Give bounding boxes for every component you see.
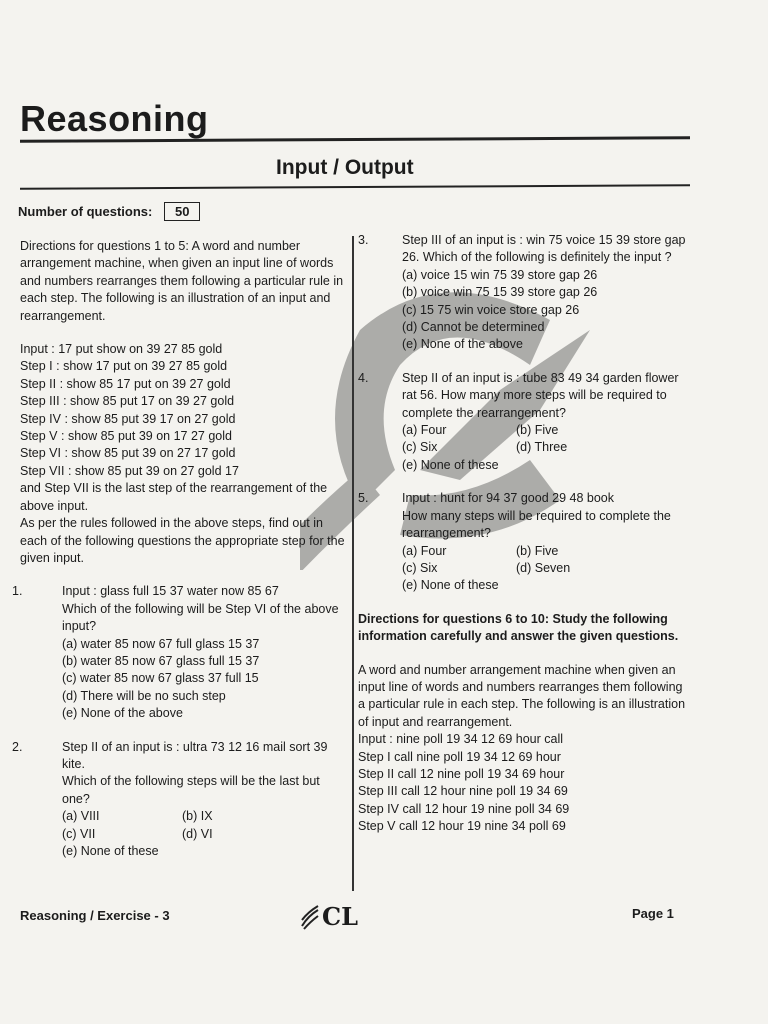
- question-number: 2.: [12, 739, 23, 754]
- option-grid: [358, 543, 688, 578]
- directions-1-5: Directions for questions 1 to 5: A word and number arrangement machine, when given an input line of words and numbers rearranges them following a particular rule in each step. The following is an illustration of an input and rearrangement.: [20, 239, 344, 323]
- option: (c) Six: [402, 560, 438, 575]
- question-4: [358, 370, 688, 474]
- number-of-questions-label: Number of questions:: [18, 204, 153, 219]
- option: (d) There will be no such step: [62, 688, 226, 703]
- option: (e) None of these: [402, 578, 499, 593]
- example-step: Step II : show 85 17 put on 39 27 gold: [20, 376, 231, 391]
- question-number: 5.: [358, 491, 369, 506]
- swirl-logo-icon: [300, 904, 320, 930]
- question-text: Step III of an input is : win 75 voice 15 39 store gap 26. Which of the following is definitely the input ?: [402, 233, 686, 265]
- example-step: Input : nine poll 19 34 12 69 hour call: [358, 732, 564, 747]
- option: (e) None of these: [62, 844, 159, 858]
- right-column: [358, 232, 688, 836]
- option: (a) voice 15 win 75 39 store gap 26: [402, 267, 598, 282]
- example-step: Step I call nine poll 19 34 12 69 hour: [358, 749, 561, 764]
- number-of-questions: [18, 202, 200, 221]
- option: (e) None of the above: [402, 337, 523, 352]
- example-step: Step V call 12 hour 19 nine 34 poll 69: [358, 819, 566, 834]
- question-prompt: How many steps will be required to complete the rearrangement?: [402, 508, 671, 541]
- option: (d) Seven: [516, 560, 571, 575]
- option: (a) Four: [402, 543, 447, 558]
- option: (a) water 85 now 67 full glass 15 37: [62, 636, 260, 651]
- option: (b) water 85 now 67 glass full 15 37: [62, 653, 260, 668]
- question-text: Input : glass full 15 37 water now 85 67: [62, 584, 279, 599]
- option: (c) Six: [402, 440, 438, 455]
- example-step: Step IV call 12 hour 19 nine poll 34 69: [358, 801, 570, 816]
- example-step: Step III call 12 hour nine poll 19 34 69: [358, 784, 568, 799]
- section-title: Input / Output: [276, 156, 414, 179]
- question-3: [358, 232, 688, 354]
- option: (c) water 85 now 67 glass 37 full 15: [62, 671, 259, 686]
- option: (a) VIII: [62, 809, 100, 824]
- footer-logo: CL: [322, 902, 358, 931]
- directions-6-10: Directions for questions 6 to 10: Study the following information carefully and answer the given questions.: [358, 611, 679, 644]
- option: (d) VI: [182, 826, 213, 841]
- example-step: Step VI : show 85 put 39 on 27 17 gold: [20, 446, 236, 461]
- left-column: [12, 238, 346, 860]
- question-prompt: Which of the following will be Step VI of the above input?: [62, 601, 339, 634]
- question-text: Step II of an input is : tube 83 49 34 garden flower rat 56. How many more steps will be required to complete the rearrangement?: [402, 370, 679, 420]
- example-step: Step IV : show 85 put 39 17 on 27 gold: [20, 411, 236, 426]
- option: (b) IX: [182, 809, 213, 824]
- option-grid: [358, 422, 688, 457]
- option: (b) voice win 75 15 39 store gap 26: [402, 285, 598, 300]
- number-of-questions-box: 50: [164, 202, 200, 221]
- example-closing: and Step VII is the last step of the rearrangement of the above input.: [20, 481, 328, 513]
- page-title: Reasoning: [20, 98, 209, 139]
- option-grid: [20, 808, 346, 843]
- question-number: 1.: [12, 584, 23, 599]
- question-5: [358, 490, 688, 594]
- option: (c) 15 75 win voice store gap 26: [402, 302, 580, 317]
- instruction-text: As per the rules followed in the above steps, find out in each of the following questions the appropriate step for the given input.: [20, 516, 345, 565]
- option: (e) None of these: [402, 457, 499, 472]
- question-1: [12, 583, 346, 722]
- option: (c) VII: [62, 826, 96, 841]
- question-number: 4.: [358, 370, 369, 385]
- example-steps-2: [358, 731, 688, 835]
- example-step: Step II call 12 nine poll 19 34 69 hour: [358, 766, 565, 781]
- option: (b) Five: [516, 543, 559, 558]
- option: (b) Five: [516, 423, 559, 438]
- footer-page-number: Page 1: [632, 906, 674, 921]
- example-step: Step I : show 17 put on 39 27 85 gold: [20, 359, 228, 374]
- option: (d) Cannot be determined: [402, 320, 545, 335]
- example-step: Step VII : show 85 put 39 on 27 gold 17: [20, 463, 239, 478]
- option: (e) None of the above: [62, 706, 183, 721]
- question-prompt: Which of the following steps will be the last but one?: [62, 774, 320, 806]
- info-paragraph: A word and number arrangement machine when given an input line of words and numbers rearranges them following a particular rule in each step. The following is an illustration of input and rearrangement.: [358, 662, 686, 729]
- question-text: Step II of an input is : ultra 73 12 16 mail sort 39 kite.: [62, 739, 328, 771]
- section-rule: [20, 184, 690, 190]
- option: (a) Four: [402, 423, 447, 438]
- question-number: 3.: [358, 233, 369, 247]
- column-divider: [352, 236, 354, 891]
- example-step: Input : 17 put show on 39 27 85 gold: [20, 342, 223, 357]
- example-steps: [20, 341, 346, 480]
- question-text: Input : hunt for 94 37 good 29 48 book: [402, 491, 614, 506]
- question-2: [12, 739, 346, 861]
- footer-exercise-label: Reasoning / Exercise - 3: [20, 908, 170, 923]
- example-step: Step V : show 85 put 39 on 17 27 gold: [20, 429, 232, 444]
- option: (d) Three: [516, 440, 568, 455]
- example-step: Step III : show 85 put 17 on 39 27 gold: [20, 394, 235, 409]
